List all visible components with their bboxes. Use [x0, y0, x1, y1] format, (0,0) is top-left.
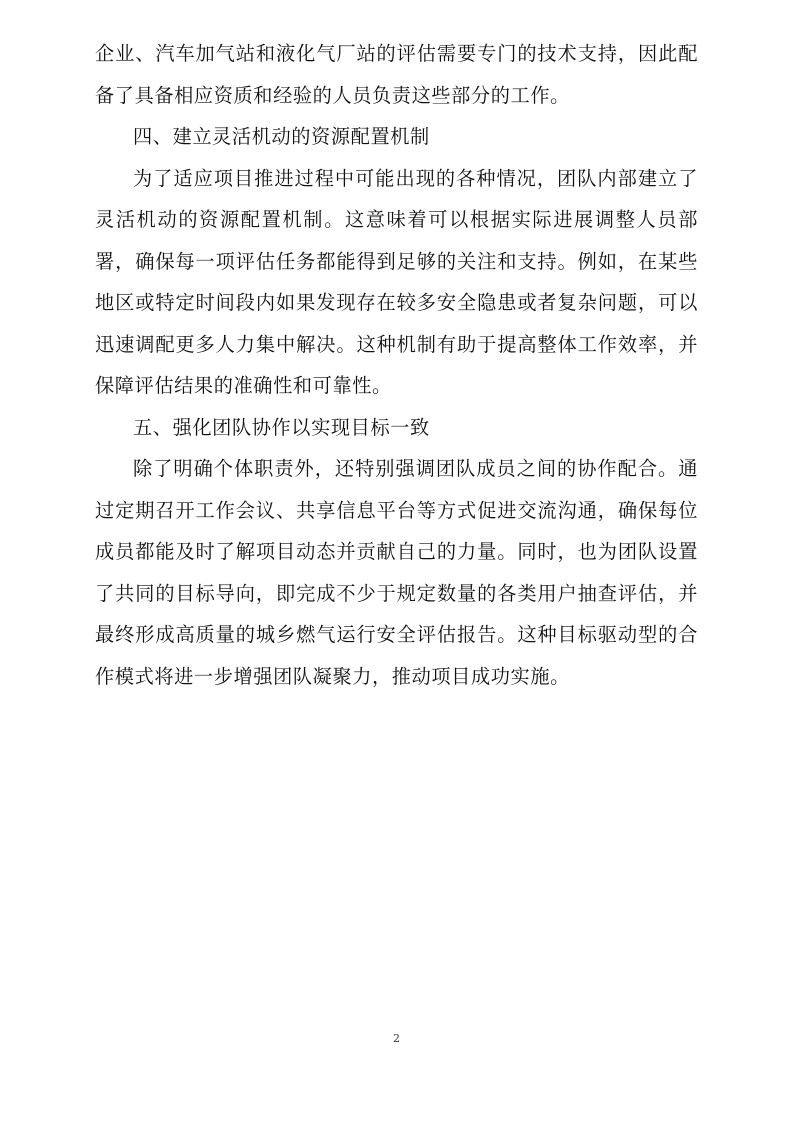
- paragraph-team-collaboration: 除了明确个体职责外，还特别强调团队成员之间的协作配合。通过定期召开工作会议、共享信息平台等方式促进交流沟通，确保每位成员都能及时了解项目动态并贡献自己的力量。同时，也为团队设置了共同的目标导向，即完成不少于规定数量的各类用户抽查评估，并最终形成高质量的城乡燃气运行安全评估报告。这种目标驱动型的合作模式将进一步增强团队凝聚力，推动项目成功实施。: [95, 457, 698, 688]
- page-number: 2: [393, 1032, 400, 1045]
- paragraph-continuation: 企业、汽车加气站和液化气厂站的评估需要专门的技术支持，因此配备了具备相应资质和经验的人员负责这些部分的工作。: [95, 42, 698, 107]
- section-heading-5: 五、强化团队协作以实现目标一致: [133, 415, 430, 439]
- paragraph-resource-allocation: 为了适应项目推进过程中可能出现的各种情况，团队内部建立了灵活机动的资源配置机制。这意味着可以根据实际进展调整人员部署，确保每一项评估任务都能得到足够的关注和支持。例如，在某些地区或特定时间段内如果发现存在较多安全隐患或者复杂问题，可以迅速调配更多人力集中解决。这种机制有助于提高整体工作效率，并保障评估结果的准确性和可靠性。: [95, 166, 698, 397]
- document-page: [95, 33, 698, 697]
- section-heading-4: 四、建立灵活机动的资源配置机制: [133, 125, 430, 148]
